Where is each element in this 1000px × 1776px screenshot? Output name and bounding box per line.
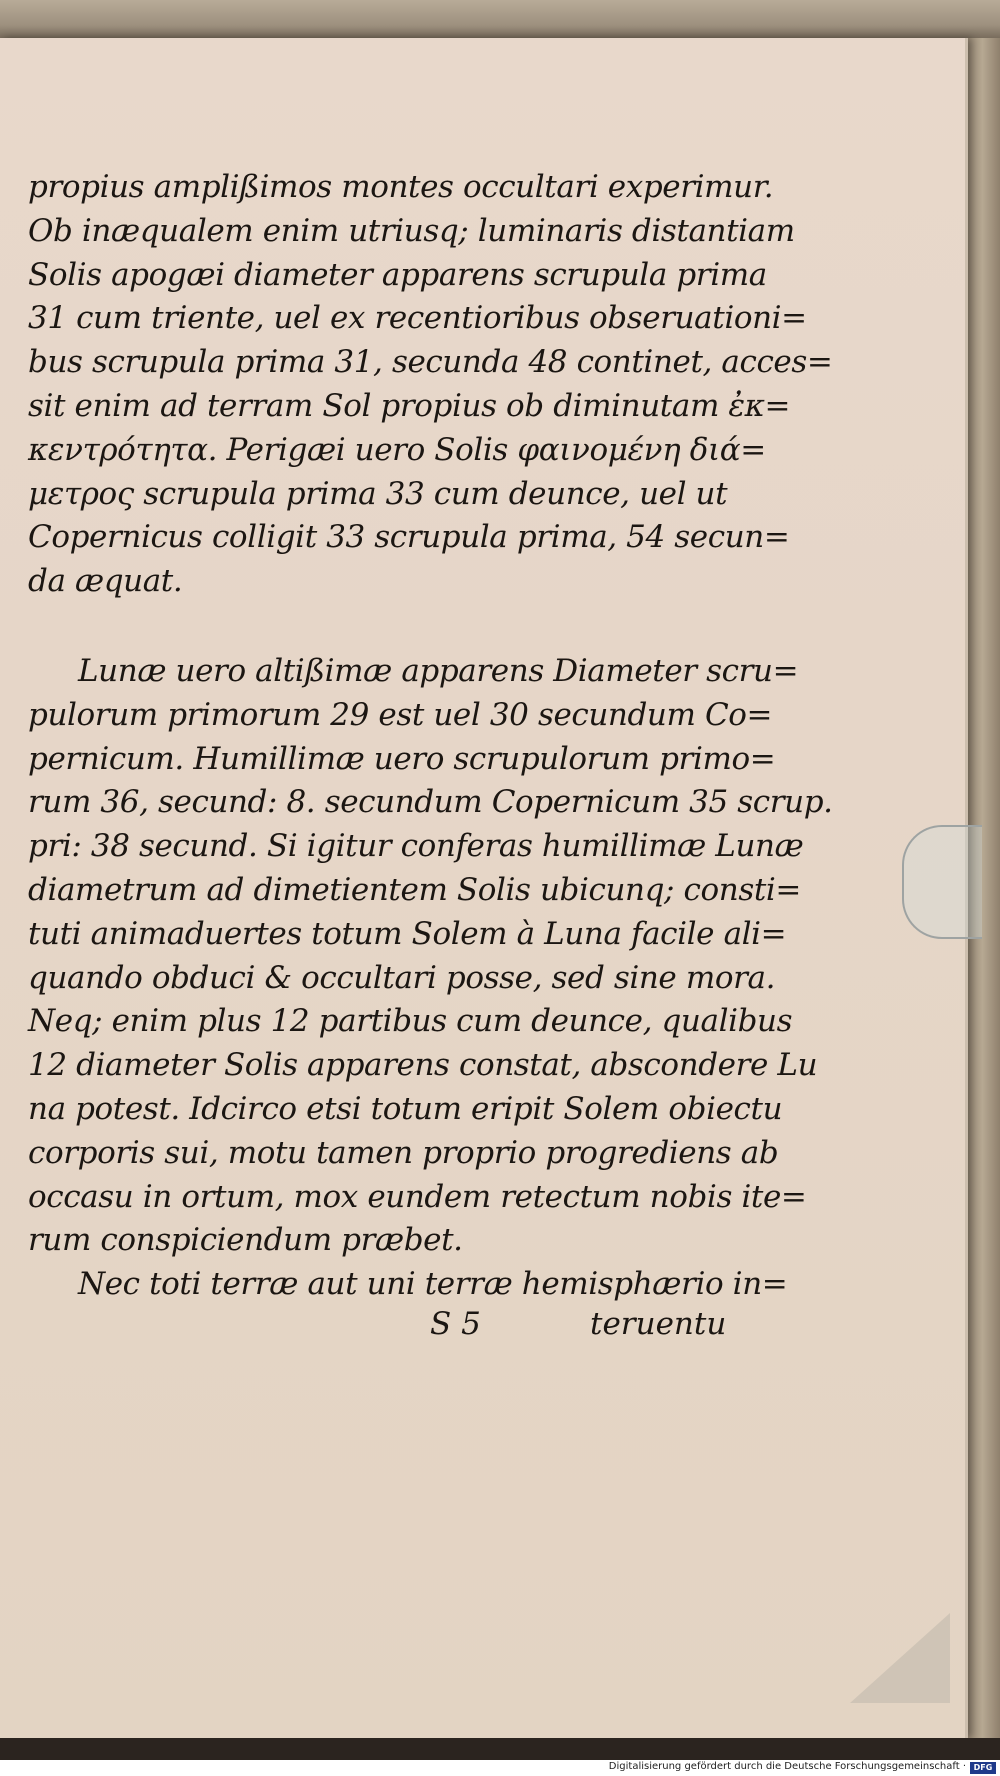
- book-top-edge: [0, 0, 1000, 42]
- funding-notice: Digitalisierung gefördert durch die Deutsche Forschungsgemeinschaft ·: [608, 1761, 966, 1772]
- text-line: na potest. Idcirco etsi totum eripit Solem obiectu: [28, 1090, 783, 1127]
- text-line: diametrum ad dimetientem Solis ubicunq; consti=: [28, 871, 801, 908]
- text-line: bus scrupula prima 31, secunda 48 continet, acces=: [28, 344, 833, 381]
- text-line: μετρος scrupula prima 33 cum deunce, uel ut: [28, 475, 728, 512]
- text-line: occasu in ortum, mox eundem retectum nobis ite=: [28, 1178, 807, 1215]
- text-line: rum conspiciendum præbet.: [28, 1222, 463, 1259]
- text-line: corporis sui, motu tamen proprio progrediens ab: [28, 1134, 779, 1171]
- paragraph-gap: [28, 604, 718, 650]
- text-line: Lunæ uero altißimæ apparens Diameter scru=: [78, 652, 799, 689]
- text-line: Nec toti terræ aut uni terræ hemisphærio in=: [78, 1266, 788, 1303]
- catchword: teruentu: [590, 1306, 727, 1342]
- signature-mark: S 5: [430, 1306, 481, 1342]
- text-line: sit enim ad terram Sol propius ob diminutam ἐκ=: [28, 387, 791, 424]
- text-line: Copernicus colligit 33 scrupula prima, 54 secun=: [28, 519, 790, 556]
- page-corner-fold: [850, 1613, 950, 1703]
- text-line: rum 36, secund: 8. secundum Copernicum 35 scrup.: [28, 784, 833, 821]
- book-page: [0, 38, 968, 1738]
- text-line: κεντρότητα. Perigæi uero Solis φαινομένη διά=: [28, 431, 766, 468]
- book-bottom-edge: [0, 1738, 1000, 1760]
- text-line: da æquat.: [28, 563, 183, 600]
- text-line: 31 cum triente, uel ex recentioribus obseruationi=: [28, 300, 807, 337]
- text-line: pulorum primorum 29 est uel 30 secundum Co=: [28, 696, 773, 733]
- text-line: Ob inæqualem enim utriusq; luminaris distantiam: [28, 212, 795, 249]
- page-clip: [902, 825, 982, 939]
- text-line: pri: 38 secund. Si igitur conferas humillimæ Lunæ: [28, 828, 804, 865]
- text-line: propius amplißimos montes occultari experimur.: [28, 169, 774, 205]
- text-line: tuti animaduertes totum Solem à Luna facile ali=: [28, 915, 787, 952]
- dfg-logo: DFG: [970, 1762, 996, 1774]
- text-line: quando obduci & occultari posse, sed sine mora.: [28, 959, 776, 996]
- page-text: [28, 166, 833, 1307]
- signature-line: [0, 1306, 727, 1350]
- text-line: 12 diameter Solis apparens constat, abscondere Lu: [28, 1047, 818, 1084]
- text-line: Neq; enim plus 12 partibus cum deunce, qualibus: [28, 1003, 793, 1040]
- text-line: Solis apogæi diameter apparens scrupula prima: [28, 256, 767, 293]
- text-line: pernicum. Humillimæ uero scrupulorum primo=: [28, 740, 776, 777]
